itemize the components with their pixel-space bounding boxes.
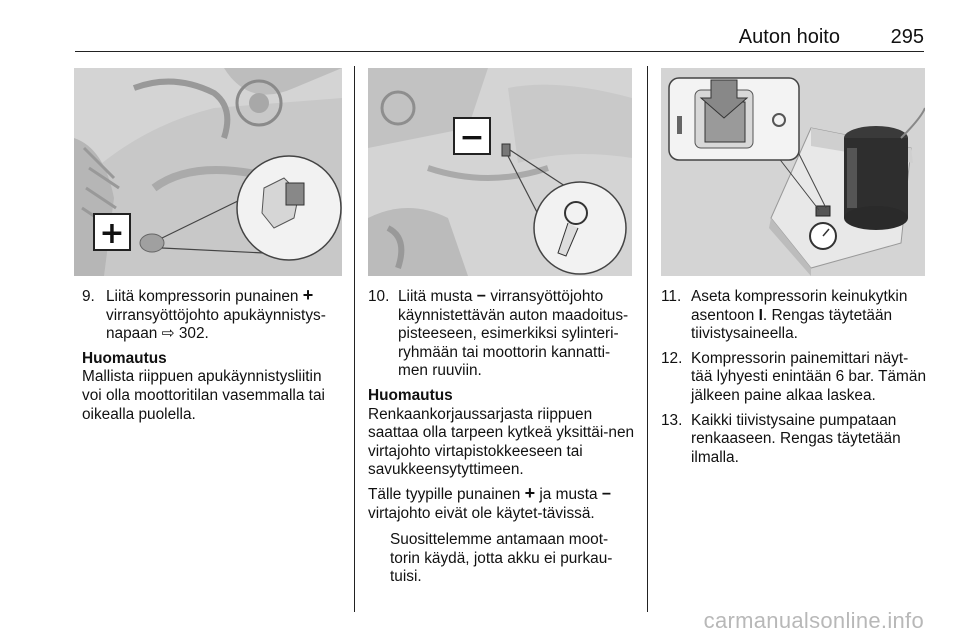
step-text: Aseta kompressorin keinukytkin asentoon I. Rengas täytetään tiivistysaineella. — [691, 288, 908, 343]
watermark: carmanualsonline.info — [703, 608, 924, 633]
note-text: Mallista riippuen apukäynnistysliitin voi olla moottoritilan vasemmalla tai oikealla puolella. — [82, 368, 325, 423]
step-12 — [661, 350, 927, 406]
page-number: 295 — [890, 26, 924, 48]
figure-compressor — [661, 68, 925, 276]
step-number: 9. — [82, 288, 95, 305]
step-text: Kompressorin painemittari näyt-tää lyhyesti enintään 6 bar. Tämän jälkeen paine alkaa laskea. — [691, 349, 926, 404]
step-number: 13. — [661, 411, 683, 429]
note-text-2: Tälle tyypille punainen + ja musta − virtajohto eivät ole käytet-tävissä. — [368, 482, 612, 522]
note-title: Huomautus — [368, 386, 453, 404]
minus-icon: − — [601, 485, 612, 503]
recommendation-text: Suosittelemme antamaan moot-torin käydä, jotta akku ei purkau-tuisi. — [390, 531, 613, 586]
step-text: Kaikki tiivistysaine pumpataan renkaaseen. Rengas täytetään ilmalla. — [691, 411, 901, 466]
column-divider-2 — [647, 66, 648, 612]
figure-minus-symbol: − — [459, 120, 485, 155]
section-title: Auton hoito — [738, 26, 840, 48]
step-13 — [661, 412, 927, 468]
plus-icon: + — [524, 482, 536, 503]
figure-plus-symbol: + — [99, 216, 125, 251]
column-1 — [82, 285, 344, 424]
note-title: Huomautus — [82, 349, 167, 367]
step-number: 12. — [661, 349, 683, 367]
column-divider-1 — [354, 66, 355, 612]
column-3 — [661, 288, 927, 473]
header-rule — [75, 51, 924, 52]
step-9 — [82, 285, 344, 344]
step-number: 11. — [661, 288, 682, 305]
page-header — [75, 26, 924, 50]
step-10 — [368, 288, 636, 381]
page-reference-icon: ⇨ — [161, 325, 175, 343]
step-text: Liitä musta − virransyöttöjohto käynnistettävän auton maadoitus-pisteeseen, esimerkiksi sylinteri-ryhmään tai moottorin kannatti-men ruuviin. — [398, 288, 629, 380]
switch-position: I — [758, 306, 763, 324]
column-2 — [368, 288, 636, 587]
note-text: Renkaankorjaussarjasta riippuen saattaa olla tarpeen kytkeä yksittäi-nen virtajohto virtapistokkeeseen tai savukkeensytyttimeen. — [368, 405, 635, 479]
step-11 — [661, 288, 927, 344]
figure-ground-point — [368, 68, 632, 276]
step-text: Liitä kompressorin punainen + virransyöttöjohto apukäynnistys- napaan ⇨ 302. — [106, 285, 326, 343]
step-number: 10. — [368, 288, 390, 305]
figure-positive-terminal — [74, 68, 342, 276]
plus-icon: + — [302, 285, 314, 305]
minus-icon: − — [476, 288, 487, 305]
